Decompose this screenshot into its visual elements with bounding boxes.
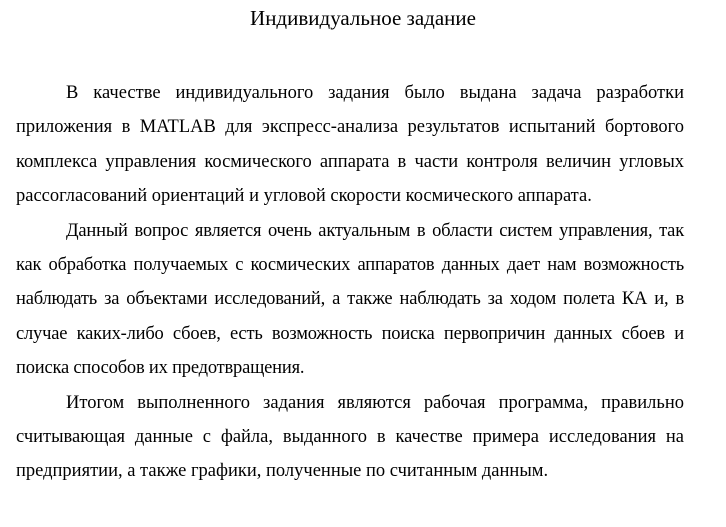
- paragraph-relevance: Данный вопрос является очень актуальным в области систем управления, так как обработка получаемых с космических аппаратов данных дает нам возможность наблюдать за объектами исследований, а также наблюдать за ходом полета КА и, в случае каких-либо сбоев, есть возможность поиска первопричин данных сбоев и поиска способов их предотвращения.: [16, 220, 684, 379]
- page-title: Индивидуальное задание: [250, 6, 476, 30]
- paragraph-result: Итогом выполненного задания являются рабочая программа, правильно считывающая данные с файла, выданного в качестве примера исследования на предприятии, а также графики, полученные по считанным данным.: [16, 392, 684, 482]
- paragraph-task-description: В качестве индивидуального задания было выдана задача разработки приложения в MATLAB для экспресс-анализа результатов испытаний бортового комплекса управления космического аппарата в части контроля величин угловых рассогласований ориентаций и угловой скорости космического аппарата.: [16, 83, 684, 207]
- document-body: [16, 76, 684, 489]
